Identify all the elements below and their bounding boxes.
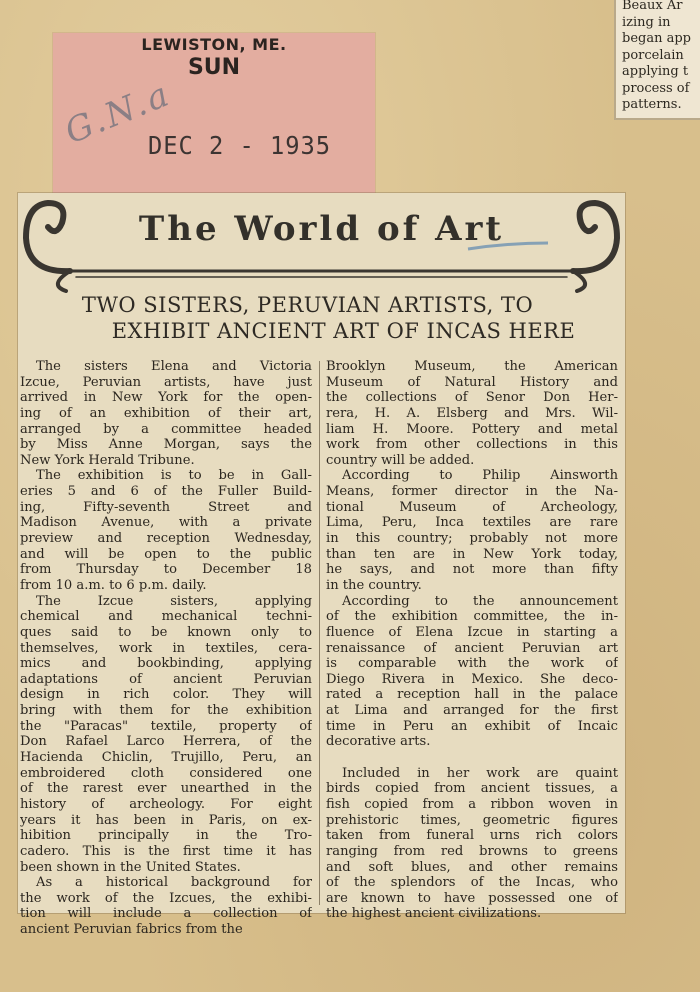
article-text-line: are known to have possessed one of [326,890,618,906]
article-text-line: Museum of Natural History and [326,374,618,390]
clipping-line: patterns. [622,97,682,112]
article-text-line: adaptations of ancient Peruvian [20,671,312,687]
article-text-line: is comparable with the work of [326,656,618,672]
article-text-line: mics and bookbinding, applying [20,656,312,672]
dateline-city: LEWISTON, ME. [141,35,287,54]
column-rule [319,361,320,905]
article-text-line: The exhibition is to be in Gall- [36,468,312,484]
article-text-line: bring with them for the exhibition [20,703,312,719]
article-text-line: According to Philip Ainsworth [342,468,618,484]
article-text-line: of the splendors of the Incas, who [326,875,618,891]
article-text-line: and soft blues, and other remains [326,859,618,875]
article-text-line: Izcue, Peruvian artists, have just [20,374,312,390]
article-text-line: of the rarest ever unearthed in the [20,781,312,797]
article-text-line: at Lima and arranged for the first [326,703,618,719]
article-text-line: work from other collections in this [326,437,618,453]
headline-line: EXHIBIT ANCIENT ART OF INCAS HERE [111,319,576,343]
article-text-line: embroidered cloth considered one [20,765,312,781]
article-text-line: Hacienda Chiclin, Trujillo, Peru, an [20,750,312,766]
article-text-line: chemical and mechanical techni- [20,609,312,625]
dateline-slip [53,33,375,193]
article-text-line: taken from funeral urns rich colors [326,828,618,844]
clipping-line: began app [622,31,691,46]
article-text-line: Madison Avenue, with a private [20,515,312,531]
article-text-line: the work of the Izcues, the exhibi- [20,890,312,906]
article-text-line: fluence of Elena Izcue in starting a [326,624,618,640]
article-text-line: cadero. This is the first time it has [20,843,312,859]
article-text-line: fish copied from a ribbon woven in [326,796,618,812]
article-text-line: The sisters Elena and Victoria [36,359,312,374]
article-text-line: Lima, Peru, Inca textiles are rare [326,515,618,531]
article-text-line: preview and reception Wednesday, [20,531,312,547]
article-text-line: arranged by a committee headed [20,421,312,437]
article-text-line: tional Museum of Archeology, [326,499,618,515]
article-text-line: rated a reception hall in the palace [326,687,618,703]
article-text-line: arrived in New York for the open- [20,390,312,406]
article-text-line: ancient Peruvian fabrics from the [20,922,243,938]
dateline-paper: SUN [187,55,241,80]
article-text-line: ing of an exhibition of their art, [20,405,312,421]
article-text-line: the "Paracas" textile, property of [20,718,312,734]
article-text-line: than ten are in New York today, [326,546,618,562]
article-text-line: ranging from red browns to greens [326,843,618,859]
article-text-line: Brooklyn Museum, the American [326,359,618,374]
article-text-line: in this country; probably not more [326,531,618,547]
clipping-line: porcelain [622,47,684,63]
partial-clipping [614,0,700,120]
article-text-line: birds copied from ancient tissues, a [326,781,618,797]
article-text-line: and will be open to the public [20,546,312,562]
clipping-line: Beaux Ar [622,0,683,13]
article-text-line: by Miss Anne Morgan, says the [20,437,312,453]
article-text-line: Means, former director in the Na- [326,484,618,500]
article-text-line: years it has been in Paris, on ex- [20,812,312,828]
clipping-line: process of [622,80,690,96]
article-text-line: from Thursday to December 18 [20,562,312,578]
article-text-line: liam H. Moore. Pottery and metal [326,421,618,437]
article-text-line: prehistoric times, geometric figures [326,812,618,828]
article-text-line: The Izcue sisters, applying [36,593,312,609]
article-text-line: ing, Fifty-seventh Street and [20,499,312,515]
article-text-line: the highest ancient civilizations. [326,906,542,922]
dateline-stamp: DEC 2 - 1935 [148,131,331,160]
article-text-line: tion will include a collection of [20,906,312,922]
article-text-line: eries 5 and 6 of the Fuller Build- [20,484,312,500]
article-text-line: time in Peru an exhibit of Incaic [326,718,618,734]
article-text-line: of the exhibition committee, the in- [326,609,618,625]
article-text-line: renaissance of ancient Peruvian art [326,640,618,656]
article-text-line: New York Herald Tribune. [20,452,195,468]
article-text-line: themselves, work in textiles, cera- [20,640,312,656]
newspaper-clipping [18,193,625,938]
headline-line: TWO SISTERS, PERUVIAN ARTISTS, TO [81,293,534,317]
clipping-line: applying t [622,64,689,79]
article-text-line: the collections of Senor Don Her- [326,390,618,406]
pencil-annotation: G.N.a [59,73,177,153]
column-title: The World of Art [138,209,505,249]
article-text-line: been shown in the United States. [20,859,241,875]
article-text-line: history of archeology. For eight [20,796,312,812]
article-text-line: Diego Rivera in Mexico. She deco- [326,671,618,687]
article-text-line: hibition principally in the Tro- [20,828,312,844]
article-left-column [20,359,312,938]
clipping-line: izing in [622,14,671,30]
article-text-line: in the country. [326,577,422,593]
article-text-line: According to the announcement [342,593,618,609]
article-right-column [326,359,618,922]
article-text-line: As a historical background for [36,875,312,891]
article-text-line: design in rich color. They will [20,687,312,703]
article-text-line: he says, and not more than fifty [326,562,618,578]
article-text-line: from 10 a.m. to 6 p.m. daily. [20,577,207,593]
article-text-line [326,750,618,766]
article-text-line: rera, H. A. Elsberg and Mrs. Wil- [326,405,618,421]
article-text-line: country will be added. [326,452,475,468]
article-text-line: Don Rafael Larco Herrera, of the [20,734,312,750]
article-text-line: decorative arts. [326,734,431,750]
article-text-line: ques said to be known only to [20,624,312,640]
article-text-line: Included in her work are quaint [342,765,618,781]
